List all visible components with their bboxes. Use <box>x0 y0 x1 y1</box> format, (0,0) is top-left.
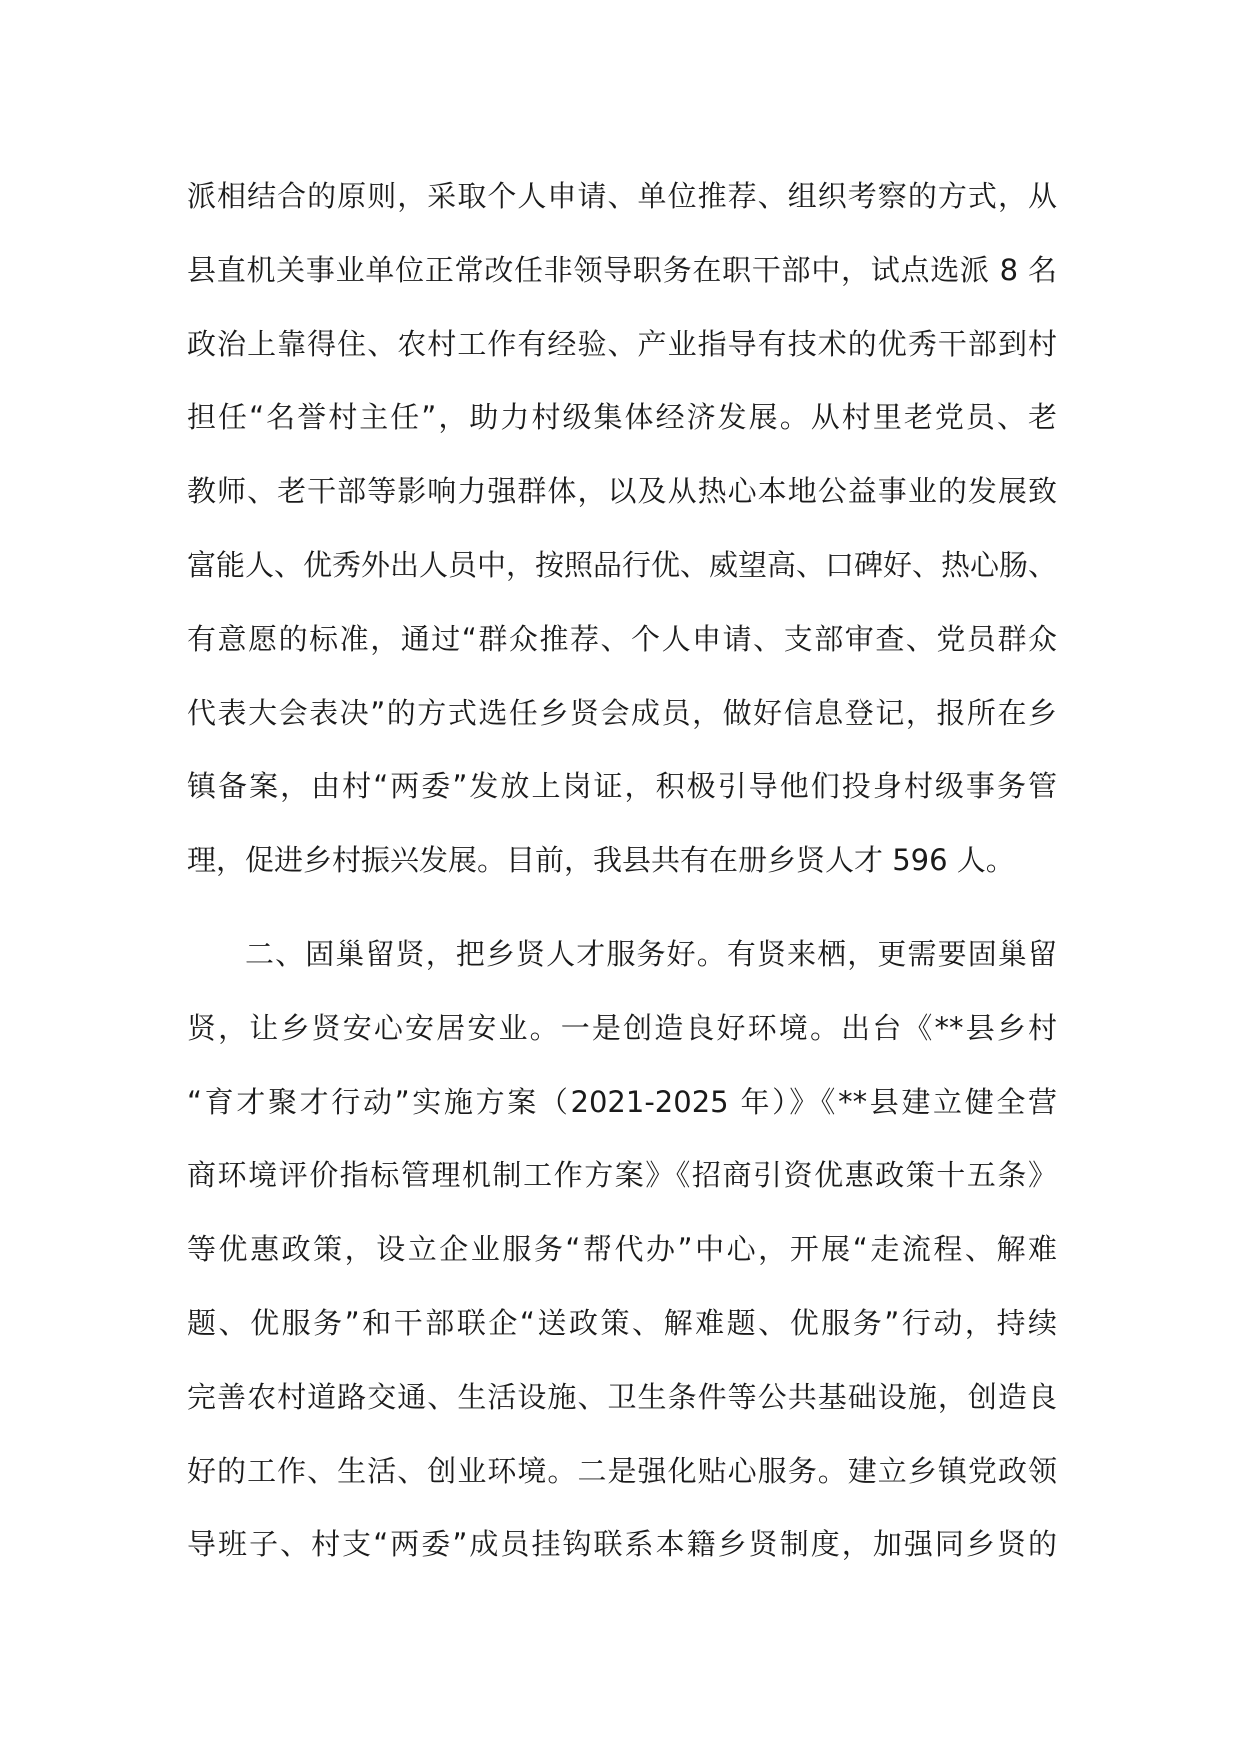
paragraph-1-line: 镇备案，由村“两委”发放上岗证，积极引导他们投身村级事务管 <box>187 769 1057 804</box>
paragraph-2-line: 完善农村道路交通、生活设施、卫生条件等公共基础设施，创造良 <box>187 1379 1057 1414</box>
paragraph-2-line: “育才聚才行动”实施方案（2021-2025 年）》《**县建立健全营 <box>187 1084 1057 1119</box>
paragraph-1-line: 代表大会表决”的方式选任乡贤会成员，做好信息登记，报所在乡 <box>187 695 1057 730</box>
paragraph-1-line: 富能人、优秀外出人员中，按照品行优、威望高、口碑好、热心肠、 <box>187 547 1058 582</box>
paragraph-1 <box>187 160 1057 898</box>
paragraph-2-line: 二、固巢留贤，把乡贤人才服务好。有贤来栖，更需要固巢留 <box>245 937 1057 971</box>
paragraph-2-line: 商环境评价指标管理机制工作方案》《招商引资优惠政策十五条》 <box>187 1158 1057 1193</box>
paragraph-2-line: 贤，让乡贤安心安居安业。一是创造良好环境。出台《**县乡村 <box>187 1010 1057 1045</box>
paragraph-2-line: 等优惠政策，设立企业服务“帮代办”中心，开展“走流程、解难 <box>187 1232 1057 1267</box>
paragraph-1-line: 理，促进乡村振兴发展。目前，我县共有在册乡贤人才 596 人。 <box>187 843 1015 878</box>
paragraph-1-line: 县直机关事业单位正常改任非领导职务在职干部中，试点选派 8 名 <box>187 252 1057 287</box>
paragraph-1-line: 派相结合的原则，采取个人申请、单位推荐、组织考察的方式，从 <box>187 179 1057 213</box>
paragraph-2 <box>187 918 1057 1582</box>
paragraph-2-line: 题、优服务”和干部联企“送政策、解难题、优服务”行动，持续 <box>187 1305 1057 1340</box>
paragraph-1-line: 有意愿的标准，通过“群众推荐、个人申请、支部审查、党员群众 <box>187 621 1057 656</box>
paragraph-1-line: 政治上靠得住、农村工作有经验、产业指导有技术的优秀干部到村 <box>187 326 1057 361</box>
paragraph-2-line: 导班子、村支“两委”成员挂钩联系本籍乡贤制度，加强同乡贤的 <box>187 1527 1057 1562</box>
paragraph-1-line: 教师、老干部等影响力强群体，以及从热心本地公益事业的发展致 <box>187 474 1057 509</box>
paragraph-1-line: 担任“名誉村主任”，助力村级集体经济发展。从村里老党员、老 <box>187 400 1057 435</box>
paragraph-2-line: 好的工作、生活、创业环境。二是强化贴心服务。建立乡镇党政领 <box>187 1453 1057 1488</box>
